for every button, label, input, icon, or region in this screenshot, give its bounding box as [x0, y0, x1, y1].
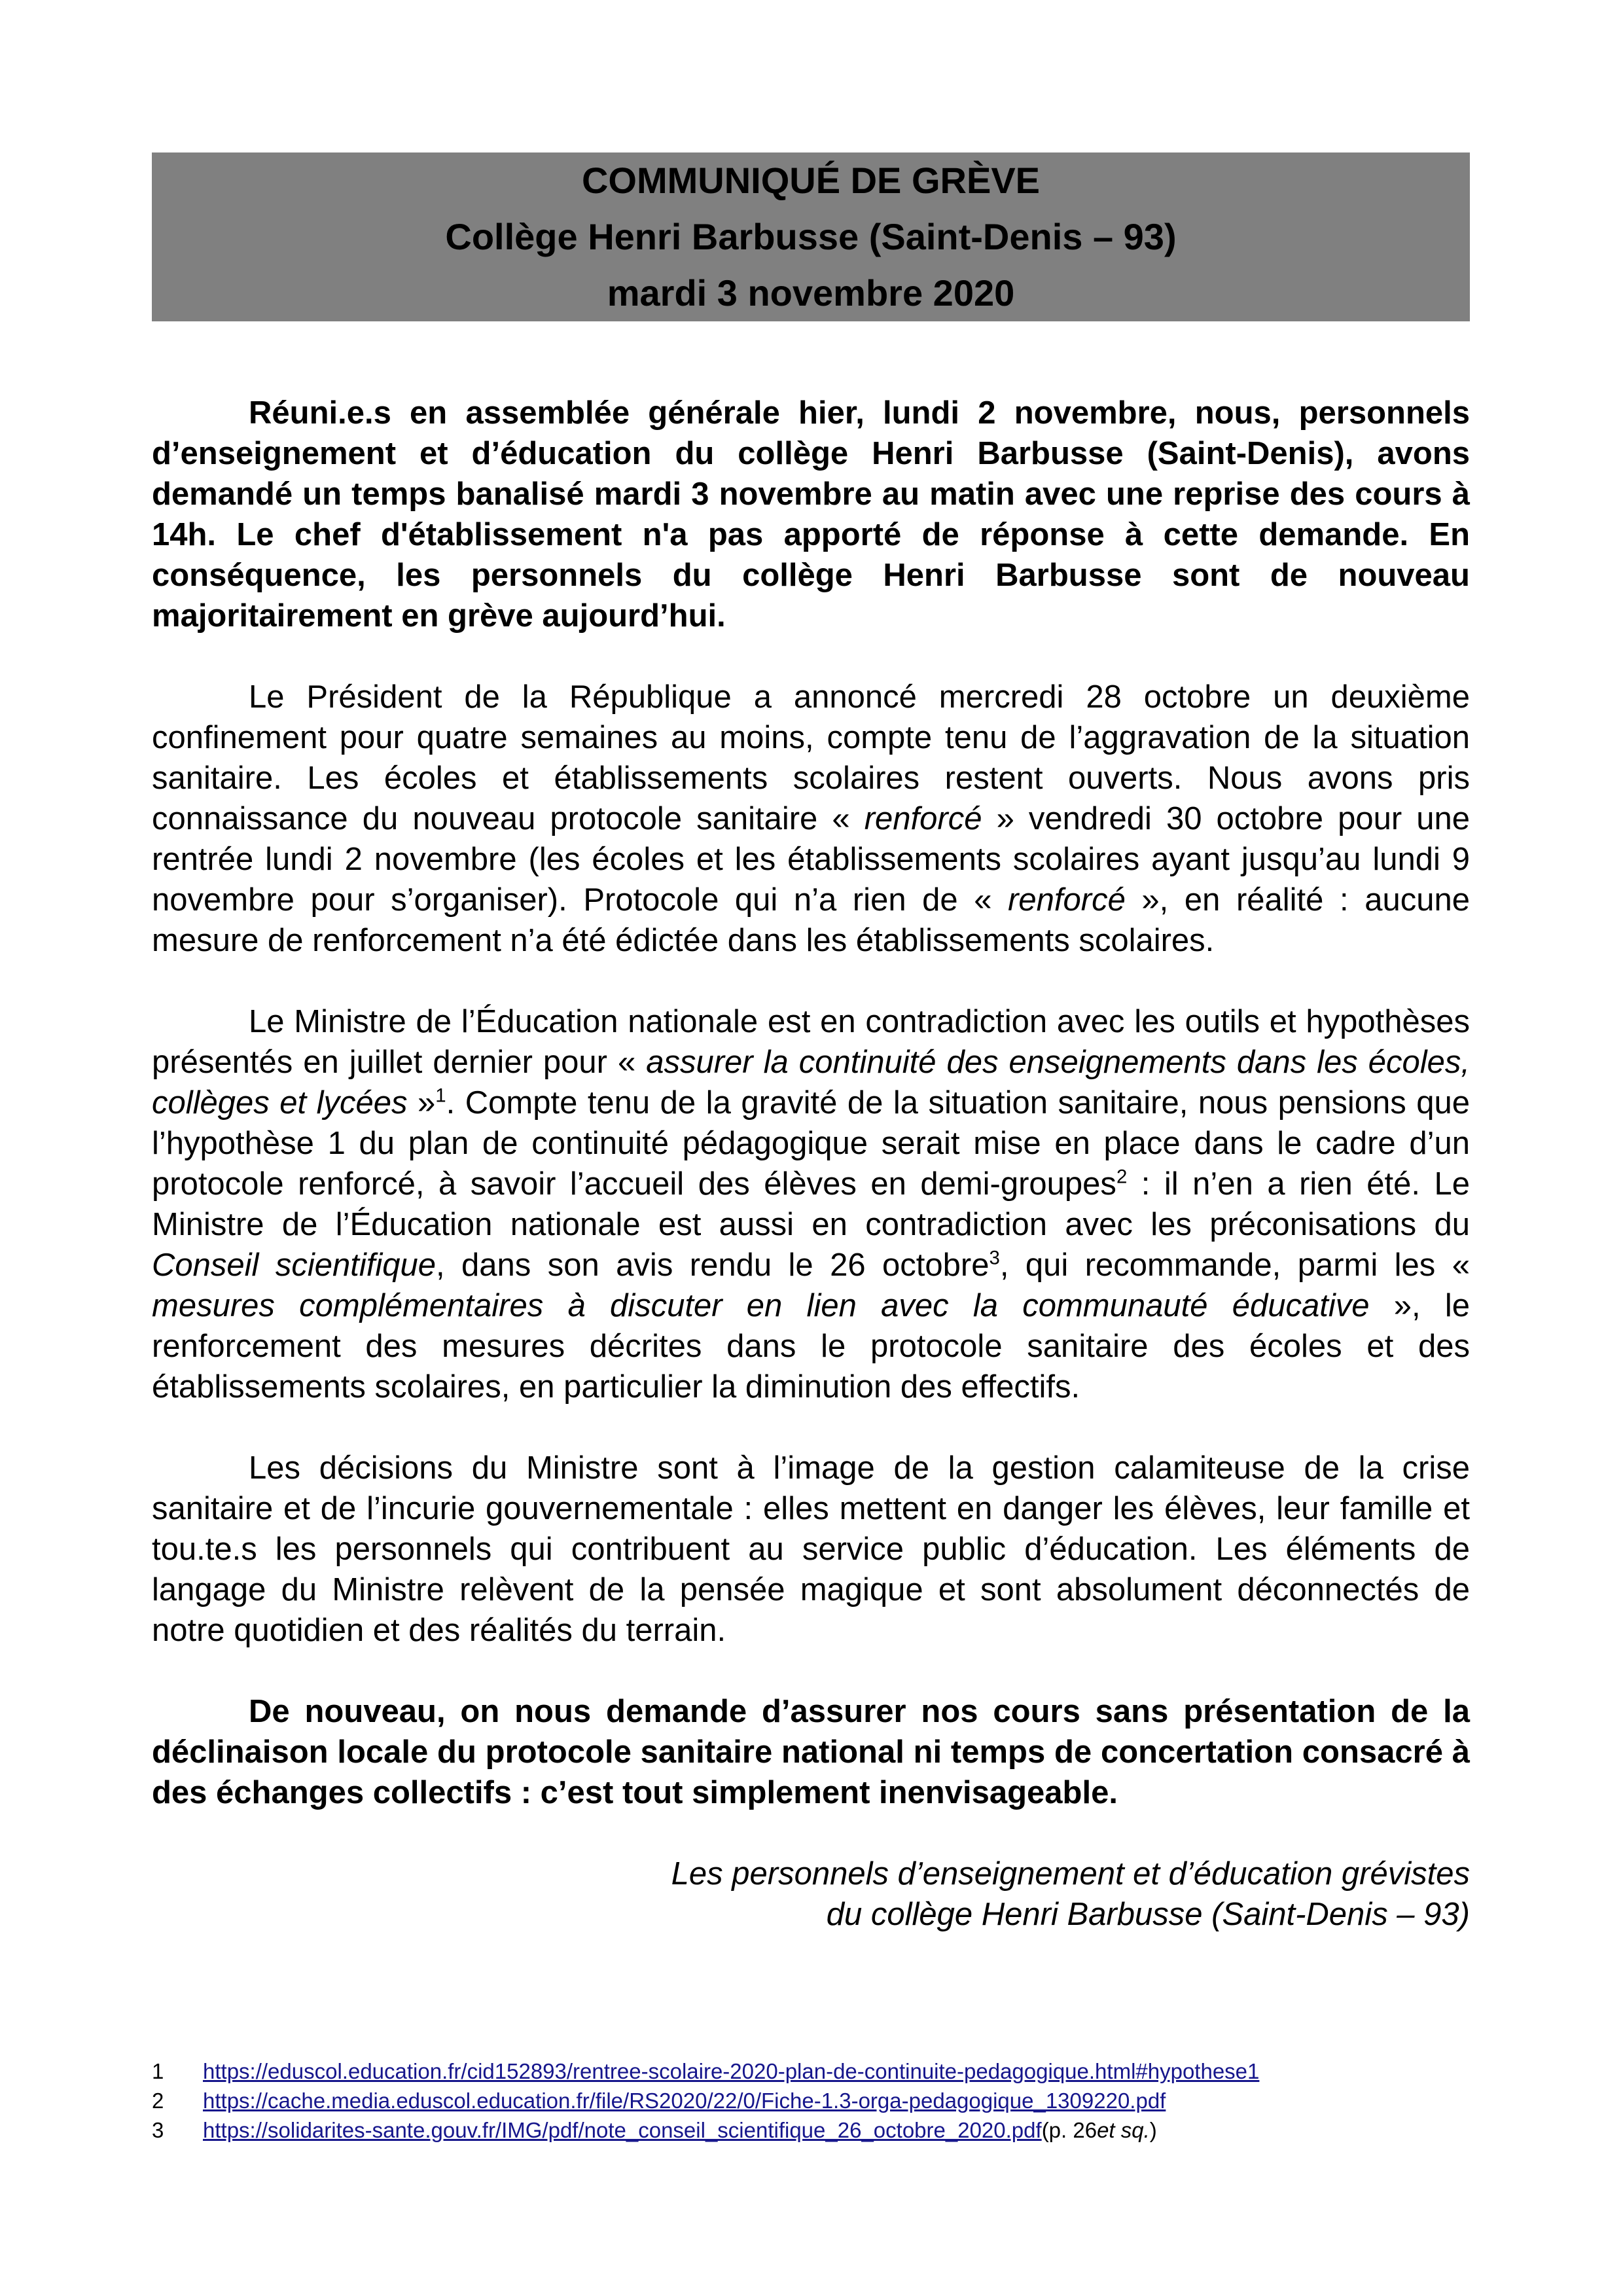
text-run: Conseil scientifique: [152, 1247, 436, 1283]
footnote-number: 1: [152, 2059, 164, 2083]
footnote-link[interactable]: https://cache.media.eduscol.education.fr/file/RS2020/22/0/Fiche-1.3-orga-pedagogique_1309220.pdf: [203, 2089, 1166, 2113]
text-run: (p. 26: [1041, 2118, 1097, 2142]
text-run: renforcé: [864, 801, 982, 836]
footnote-row: [152, 2056, 1470, 2086]
footnote-reference: 1: [435, 1085, 446, 1107]
footnote-link[interactable]: https://solidarites-sante.gouv.fr/IMG/pdf/note_conseil_scientifique_26_octobre_2020.pdf: [203, 2118, 1042, 2142]
paragraph-list: [152, 393, 1470, 1813]
text-run: : il n’en a rien été. Le Ministre de l’Éducation nationale est aussi en contradiction avec les préconisations du: [152, 1166, 1471, 1242]
text-run: , qui recommande, parmi les «: [999, 1247, 1470, 1283]
text-run: Le Président de la République a annoncé mercredi 28 octobre un deuxième confinement pour quatre semaines au moins, compte tenu de l’aggravation de la situation sanitaire. Les écoles et établissements scolaires restent ouverts. Nous avons pris connaissance du nouveau protocole sanitaire «: [152, 679, 1470, 836]
text-run: Réuni.e.s en assemblée générale hier, lundi 2 novembre, nous, personnels d’enseignement et d’éducation du collège Henri Barbusse (Saint-Denis), avons demandé un temps banalisé mardi 3 novembre au matin avec une reprise des cours à 14h. Le chef d'établissement n'a pas apporté de réponse à cette demande. En conséquence, les personnels du collège Henri Barbusse sont de nouveau majoritairement en grève aujourd’hui.: [152, 395, 1470, 634]
text-run: assurer la continuité des enseignements dans les écoles, collèges et lycées: [152, 1045, 1470, 1121]
text-run: Le Ministre de l’Éducation nationale est en contradiction avec les outils et hypothèses présentés en juillet dernier pour «: [152, 1004, 1470, 1080]
signature-line-1: Les personnels d’enseignement et d’éducation grévistes: [671, 1856, 1470, 1892]
text-run: De nouveau, on nous demande d’assurer nos cours sans présentation de la déclinaison locale du protocole sanitaire national ni temps de concertation consacré à des échanges collectifs : c’est tout simplement inenvisageable.: [152, 1694, 1470, 1810]
text-run: » vendredi 30 octobre pour une rentrée lundi 2 novembre (les écoles et les établissements scolaires ayant jusqu’au lundi 9 novembre pour s’organiser). Protocole qui n’a rien de «: [152, 801, 1470, 918]
document-title: COMMUNIQUÉ DE GRÈVE: [581, 160, 1041, 201]
document-subtitle-school: Collège Henri Barbusse (Saint-Denis – 93): [445, 216, 1177, 257]
paragraph: [152, 1691, 1470, 1813]
footnote-reference: 3: [989, 1247, 1000, 1269]
paragraph: [152, 677, 1470, 961]
text-run: ): [1149, 2118, 1157, 2142]
text-run: », en réalité : aucune mesure de renforcement n’a été édictée dans les établissements scolaires.: [152, 882, 1470, 958]
text-run: , dans son avis rendu le 26 octobre: [436, 1247, 990, 1283]
footnote-reference: 2: [1116, 1166, 1128, 1188]
signature-line-2: du collège Henri Barbusse (Saint-Denis – 93): [826, 1897, 1470, 1932]
document-date: mardi 3 novembre 2020: [607, 272, 1015, 314]
text-run: Les décisions du Ministre sont à l’image de la gestion calamiteuse de la crise sanitaire et de l’incurie gouvernementale : elles mettent en danger les élèves, leur famille et tou.te.s les personnels qui contribuent au service public d’éducation. Les éléments de langage du Ministre relèvent de la pensée magique et sont absolument déconnectés de notre quotidien et des réalités du terrain.: [152, 1450, 1470, 1648]
text-run: et sq.: [1097, 2118, 1150, 2142]
footnote-row: [152, 2086, 1470, 2115]
footnote-number: 2: [152, 2089, 164, 2113]
text-run: renforcé: [1008, 882, 1126, 918]
text-run: », le renforcement des mesures décrites dans le protocole sanitaire des écoles et des établissements scolaires, en particulier la diminution des effectifs.: [152, 1288, 1470, 1405]
paragraph: [152, 393, 1470, 636]
footnote-list: [152, 2056, 1470, 2145]
paragraph: [152, 1448, 1470, 1651]
footnote-link[interactable]: https://eduscol.education.fr/cid152893/rentree-scolaire-2020-plan-de-continuite-pedagogique.html#hypothese1: [203, 2059, 1260, 2083]
paragraph: [152, 1001, 1470, 1407]
signature-block: [152, 1854, 1470, 1935]
footnote-row: [152, 2115, 1470, 2145]
footnote-number: 3: [152, 2118, 164, 2142]
text-run: mesures complémentaires à discuter en lien avec la communauté éducative: [152, 1288, 1370, 1323]
text-run: . Compte tenu de la gravité de la situation sanitaire, nous pensions que l’hypothèse 1 du plan de continuité pédagogique serait mise en place dans le cadre d’un protocole renforcé, à savoir l’accueil des élèves en demi-groupes: [152, 1085, 1470, 1202]
text-run: »: [407, 1085, 436, 1121]
header-box: [152, 152, 1470, 321]
body-text: [152, 393, 1470, 1935]
